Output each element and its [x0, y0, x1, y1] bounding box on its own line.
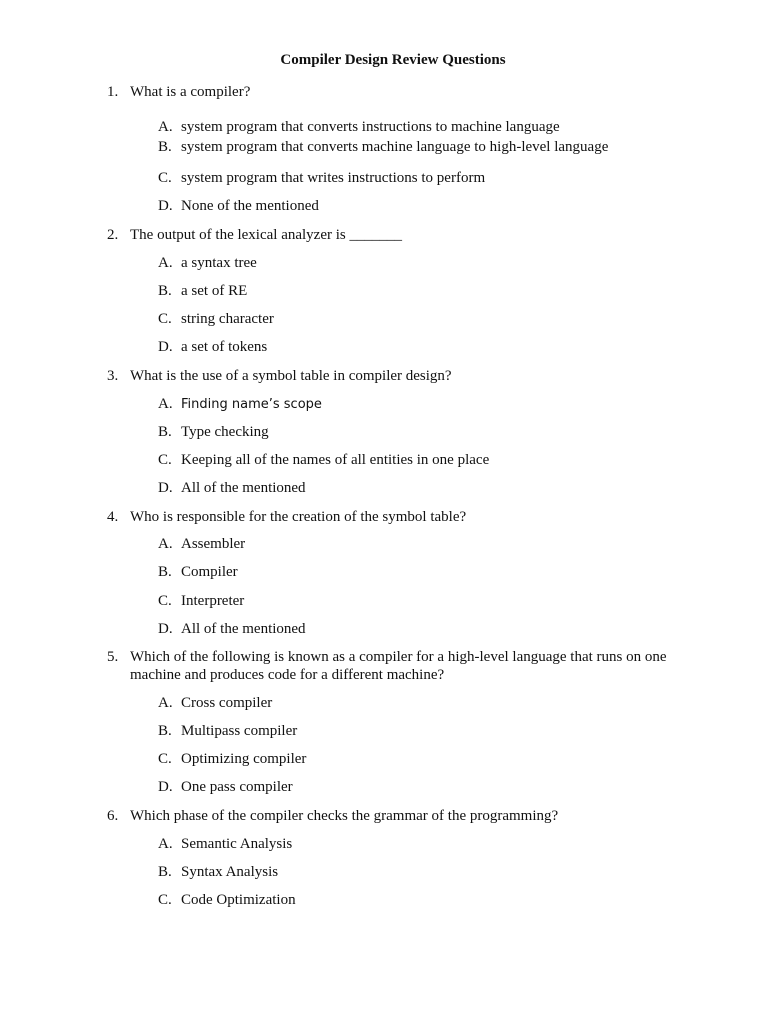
q6-option-a [158, 835, 292, 853]
q2-option-d [158, 338, 267, 356]
option-text: Assembler [181, 536, 246, 552]
option-letter: A. [158, 695, 173, 711]
question-text: The output of the lexical analyzer is _______ [130, 227, 402, 243]
option-text: system program that writes instructions to perform [181, 170, 486, 186]
option-text: All of the mentioned [181, 621, 306, 637]
option-letter: C. [158, 593, 172, 609]
option-text: string character [181, 311, 274, 327]
option-letter: B. [158, 723, 172, 739]
q5-option-d [158, 778, 293, 796]
option-letter: B. [158, 864, 172, 880]
option-text: a set of RE [181, 283, 248, 299]
question-number: 1. [107, 84, 119, 100]
question-text: Who is responsible for the creation of the symbol table? [130, 509, 467, 525]
option-text: Code Optimization [181, 892, 296, 908]
option-text: Finding name’s scope [181, 397, 322, 412]
q2-option-a [158, 254, 257, 272]
q4-option-a [158, 535, 245, 553]
option-letter: B. [158, 424, 172, 440]
option-letter: A. [158, 255, 173, 271]
question-text: What is the use of a symbol table in compiler design? [130, 368, 452, 384]
q3-option-b [158, 423, 269, 441]
page-title: Compiler Design Review Questions [280, 52, 506, 68]
question-text: Which of the following is known as a compiler for a high-level language that runs on one machine and produces code for a different machine? [130, 649, 667, 683]
q1-option-d [158, 197, 319, 215]
option-text: Compiler [181, 564, 238, 580]
q4-option-b [158, 563, 238, 581]
question-text: Which phase of the compiler checks the grammar of the programming? [130, 808, 559, 824]
option-text: One pass compiler [181, 779, 293, 795]
q4-option-d [158, 620, 306, 638]
question-number: 3. [107, 368, 119, 384]
option-letter: B. [158, 564, 172, 580]
option-text: Semantic Analysis [181, 836, 293, 852]
option-letter: C. [158, 751, 172, 767]
q4-option-c [158, 592, 244, 610]
option-text: Optimizing compiler [181, 751, 307, 767]
option-text: a set of tokens [181, 339, 268, 355]
option-text: Cross compiler [181, 695, 273, 711]
q3-option-a [158, 395, 322, 414]
q6-option-b [158, 863, 278, 881]
q3-option-c [158, 451, 489, 469]
option-letter: C. [158, 311, 172, 327]
option-letter: D. [158, 621, 173, 637]
question-number: 6. [107, 808, 119, 824]
q6-option-c [158, 891, 296, 909]
option-text: Interpreter [181, 593, 245, 609]
q5-option-a [158, 694, 272, 712]
option-text: system program that converts machine language to high-level language [181, 139, 609, 155]
option-text: system program that converts instructions to machine language [181, 119, 560, 135]
q2-option-c [158, 310, 274, 328]
option-text: a syntax tree [181, 255, 257, 271]
option-text: All of the mentioned [181, 480, 306, 496]
q5-option-c [158, 750, 306, 768]
q1-option-c [158, 169, 485, 187]
question-number: 4. [107, 509, 119, 525]
option-text: Keeping all of the names of all entities in one place [181, 452, 490, 468]
option-letter: A. [158, 536, 173, 552]
option-letter: D. [158, 198, 173, 214]
option-letter: A. [158, 396, 173, 412]
option-text: Type checking [181, 424, 269, 440]
option-letter: C. [158, 170, 172, 186]
option-letter: A. [158, 836, 173, 852]
option-text: Syntax Analysis [181, 864, 279, 880]
option-letter: D. [158, 339, 173, 355]
question-number: 5. [107, 649, 119, 665]
q5-option-b [158, 722, 297, 740]
option-letter: A. [158, 119, 173, 135]
option-letter: B. [158, 283, 172, 299]
q1-option-b [158, 138, 608, 156]
option-letter: B. [158, 139, 172, 155]
option-letter: D. [158, 480, 173, 496]
question-number: 2. [107, 227, 119, 243]
q3-option-d [158, 479, 306, 497]
option-letter: D. [158, 779, 173, 795]
option-text: Multipass compiler [181, 723, 298, 739]
option-letter: C. [158, 892, 172, 908]
question-text: What is a compiler? [130, 84, 251, 100]
q2-option-b [158, 282, 247, 300]
option-text: None of the mentioned [181, 198, 319, 214]
option-letter: C. [158, 452, 172, 468]
q1-option-a [158, 118, 560, 136]
